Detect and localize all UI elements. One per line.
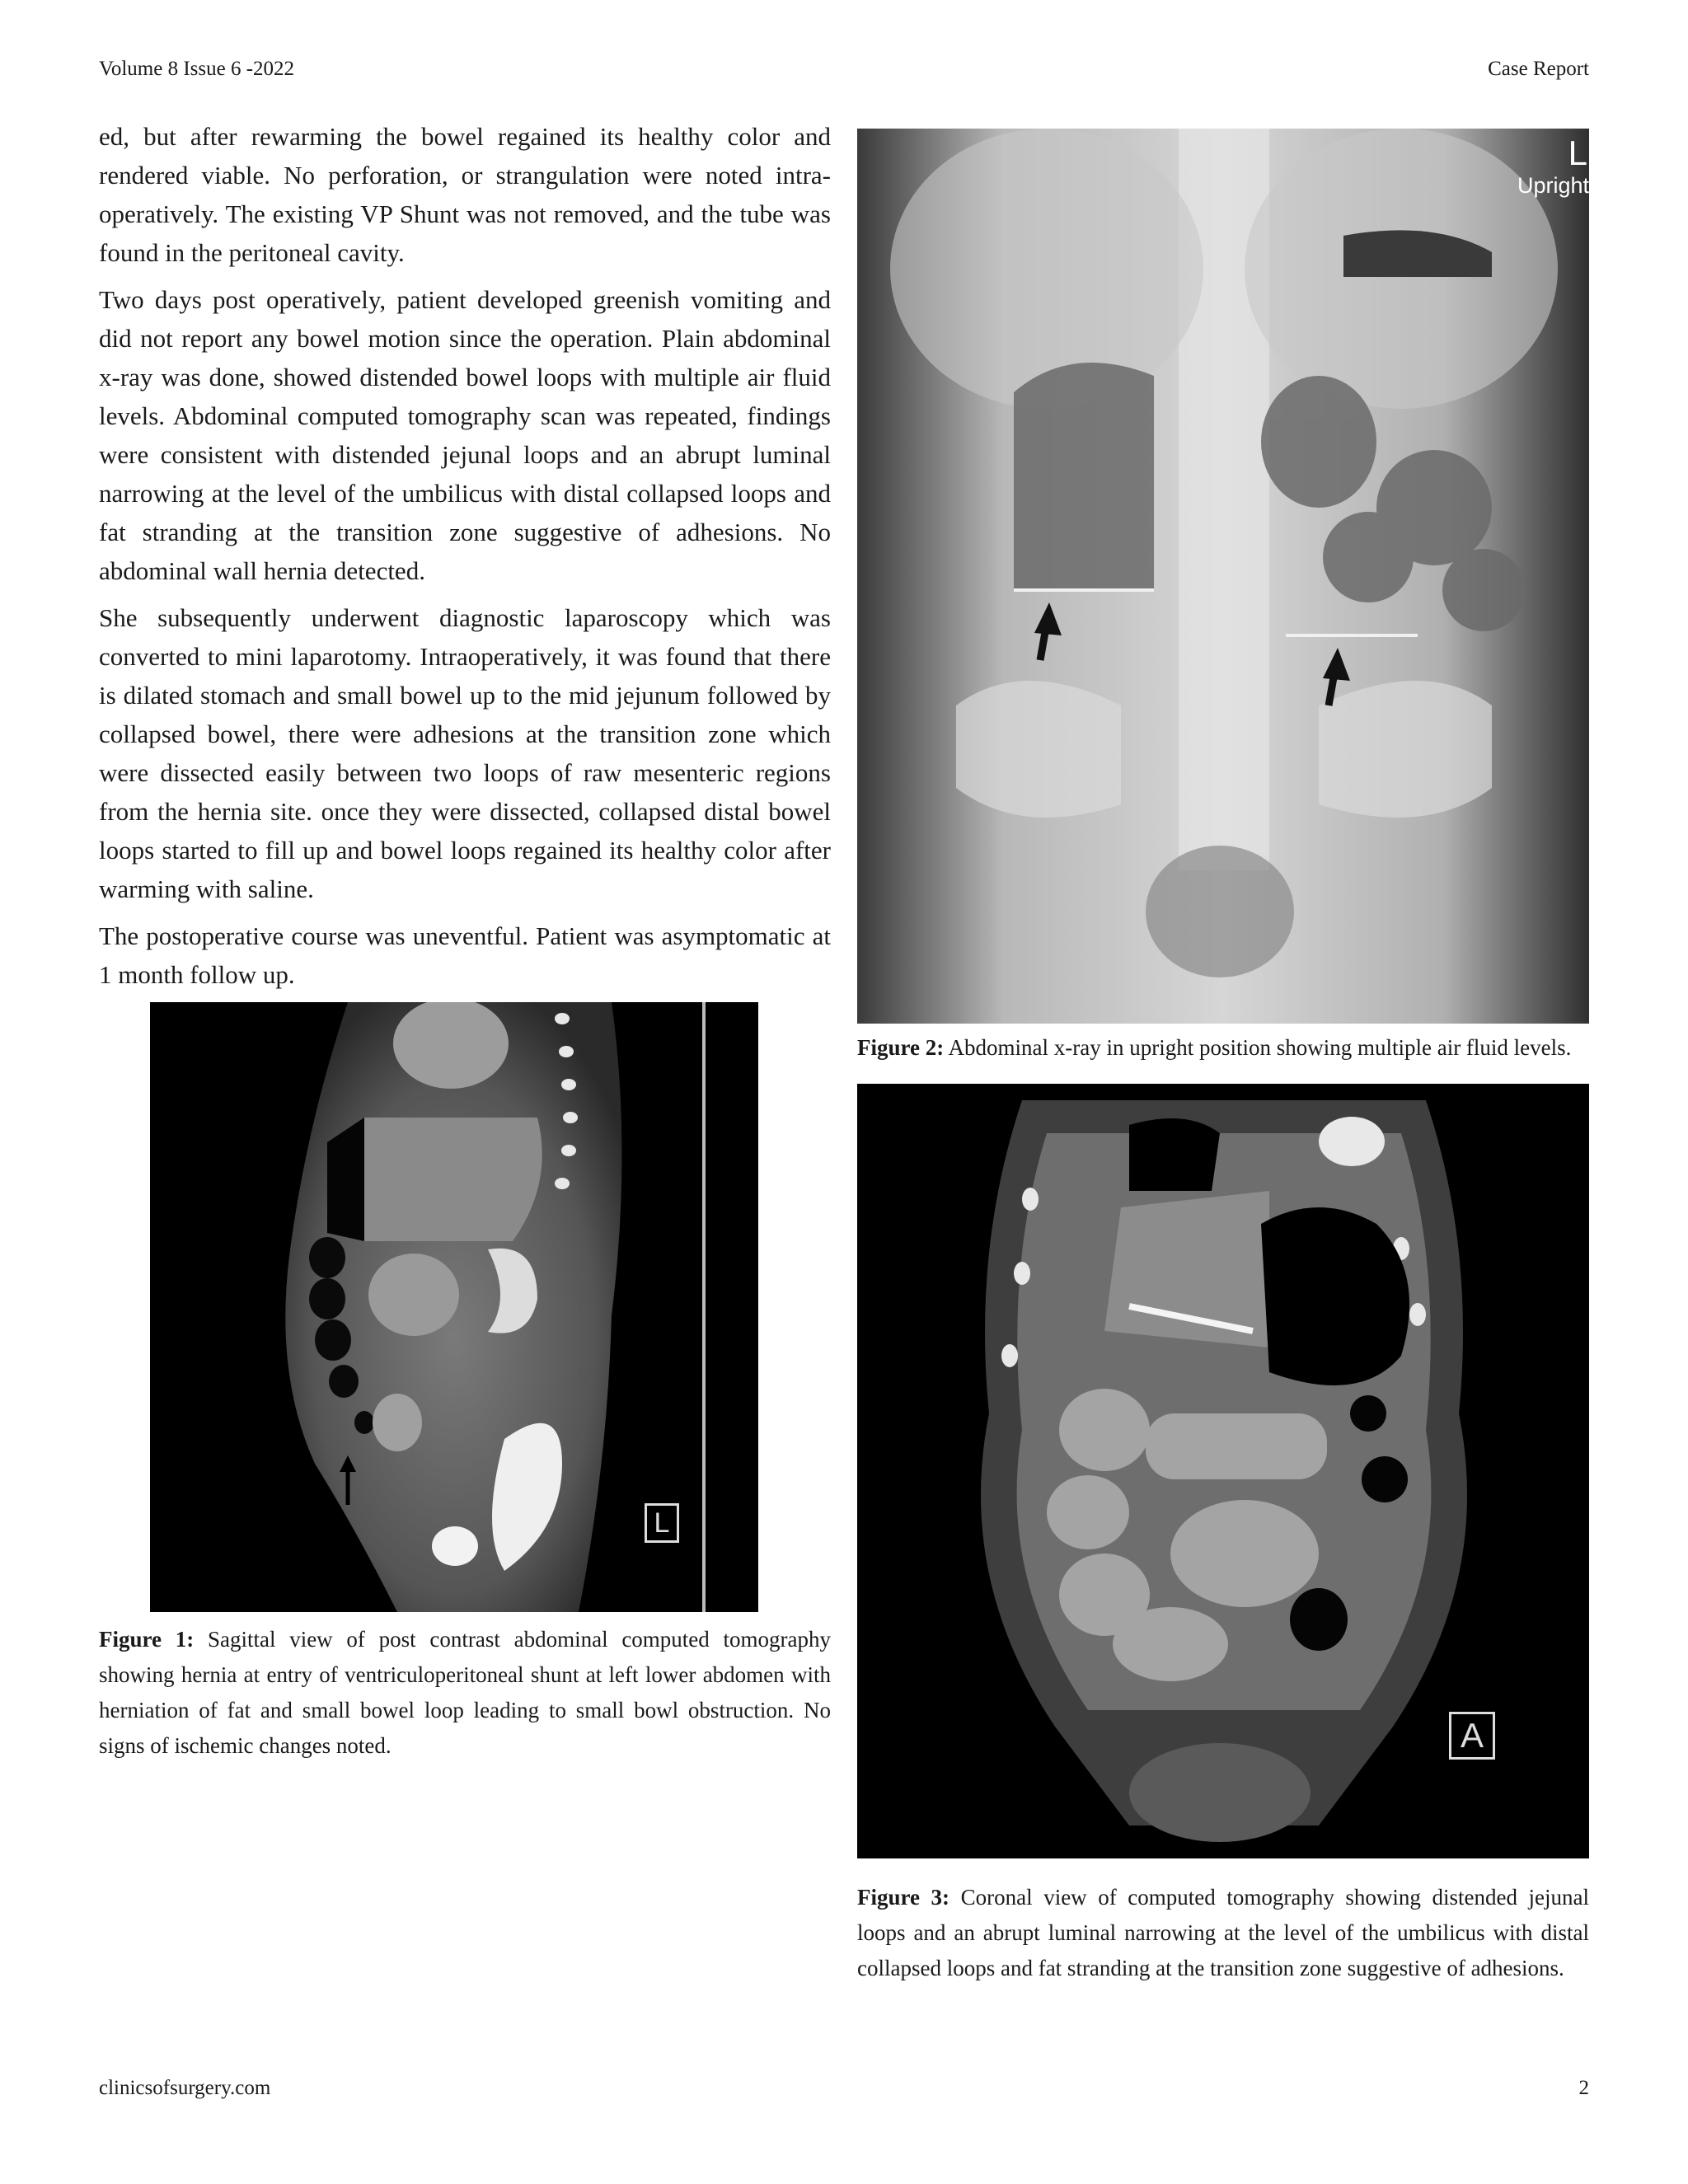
figure-2-caption [857, 1030, 1589, 1066]
figure-3-label: Figure 3: [857, 1885, 950, 1910]
body-paragraph: The postoperative course was uneventful. Patient was asymptomatic at 1 month follow up. [99, 921, 831, 989]
body-paragraph: She subsequently underwent diagnostic laparoscopy which was converted to mini laparotomy. Intraoperatively, it was found that there is dilated stomach and small bowel up to the mid jejunum followed by collapsed bowel, there were adhesions at the transition zone which were dissected easily between two loops of raw mesenteric regions from the hernia site. once they were dissected, collapsed distal bowel loops started to fill up and bowel loops regained its healthy color after warming with saline. [99, 603, 831, 903]
figure-2-abdominal-xray-image [857, 129, 1589, 1024]
body-paragraph: ed, but after rewarming the bowel regained its healthy color and rendered viable. No perforation, or strangulation were noted intra-operatively. The existing VP Shunt was not removed, and the tube was found in the peritoneal cavity. [99, 122, 831, 267]
figure-3-caption-text: Coronal view of computed tomography showing distended jejunal loops and an abrupt luminal narrowing at the level of the umbilicus with distal collapsed loops and fat stranding at the transition zone suggestive of adhesions. [857, 1885, 1589, 1980]
figure-1-caption [99, 1622, 831, 1764]
figure-3-caption [857, 1880, 1589, 1986]
figure-1-orientation-marker: L [645, 1503, 679, 1543]
figure-2-side-marker: L [1568, 134, 1587, 172]
figure-3-coronal-ct-image [857, 1084, 1589, 1858]
body-paragraph: Two days post operatively, patient developed greenish vomiting and did not report any bowel motion since the operation. Plain abdominal x-ray was done, showed distended bowel loops with multiple air fluid levels. Abdominal computed tomography scan was repeated, findings were consistent with distended jejunal loops and an abrupt luminal narrowing at the level of the umbilicus with distal collapsed loops and fat stranding at the transition zone suggestive of adhesions. No abdominal wall hernia detected. [99, 285, 831, 585]
figure-2-caption-text: Abdominal x-ray in upright position showing multiple air fluid levels. [944, 1035, 1572, 1060]
figure-2-position-marker: Upright [1517, 173, 1589, 198]
journal-website: clinicsofsurgery.com [99, 2077, 271, 2099]
running-header [99, 58, 1589, 81]
page-number: 2 [1578, 2077, 1589, 2099]
figure-1-sagittal-ct-image [150, 1002, 758, 1612]
journal-volume: Volume 8 Issue 6 -2022 [99, 58, 295, 80]
right-column [857, 129, 1589, 1986]
article-type: Case Report [1488, 58, 1589, 80]
figure-1-label: Figure 1: [99, 1627, 195, 1652]
figure-2-label: Figure 2: [857, 1035, 945, 1060]
figure-1-caption-text: Sagittal view of post contrast abdominal computed tomography showing hernia at entry of ventriculoperitoneal shunt at left lower abdomen with herniation of fat and small bowel loop leading to small bowl obstruction. No signs of ischemic changes noted. [99, 1627, 832, 1758]
running-footer [99, 2077, 1589, 2100]
left-column [99, 117, 831, 1764]
figure-3-orientation-marker: A [1449, 1712, 1495, 1760]
